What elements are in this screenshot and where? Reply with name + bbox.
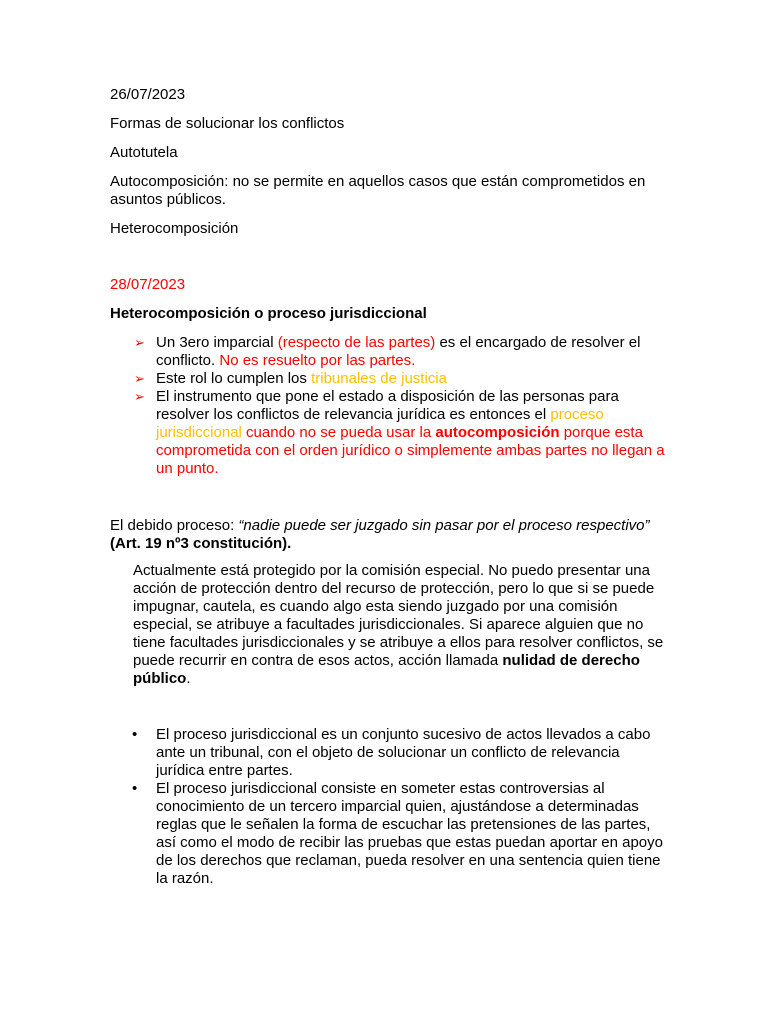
autocomposicion-line: Autocomposición: no se permite en aquellos casos que están comprometidos en asuntos públicos. [110,173,646,208]
arrow-bullet-icon: ➢ [134,371,145,386]
document-page [110,86,670,888]
debido-ref: (Art. 19 nº3 constitución). [110,535,292,552]
bullet-text: El proceso jurisdiccional es un conjunto sucesivo de actos llevados a cabo ante un tribunal, con el objeto de solucionar un conflicto de relevancia jurídica entre partes. [156,726,651,779]
item-text: es el encargado de resolver el conflicto. [156,334,641,369]
item-text-orange: proceso jurisdiccional [156,406,604,441]
date-heading-1: 26/07/2023 [110,86,186,103]
bullet-dot-icon: • [132,780,138,797]
heterocomposicion-line: Heterocomposición [110,220,239,237]
item-text-red-bold: autocomposición [435,424,560,441]
bullet-text: El proceso jurisdiccional consiste en someter estas controversias al conocimiento de un tercero imparcial quien, ajustándose a determinadas reglas que le señalen la forma de escuchar las pretensiones de las partes, así como el modo de recibir las pruebas que estas puedan aportar en apoyo de los derechos que reclaman, pueda resolver en una sentencia quien tiene la razón. [156,780,663,887]
debido-prefix: El debido proceso: [110,517,239,534]
arrow-bullet-icon: ➢ [134,335,145,350]
item-text: Un 3ero imparcial [156,334,278,351]
item-text-red: No es resuelto por las partes. [219,352,416,369]
debido-quote: “nadie puede ser juzgado sin pasar por el proceso respectivo” [238,517,650,534]
arrow-bullet-icon: ➢ [134,389,145,404]
explanation-paragraph [110,562,670,688]
arrow-list-item [134,334,670,370]
topic-title: Formas de solucionar los conflictos [110,115,345,132]
arrow-list-item [134,370,670,388]
arrow-list [110,334,670,478]
item-text: Este rol lo cumplen los [156,370,312,387]
item-text-red: porque esta comprometida con el orden jurídico o simplemente ambas partes no llegan a un punto. [156,424,665,477]
item-text-red: (respecto de las partes) [277,334,436,351]
section-heading: Heterocomposición o proceso jurisdiccional [110,305,427,322]
autotutela-line: Autotutela [110,144,178,161]
paragraph-bold: nulidad de derecho público [133,652,640,687]
bullet-list-item [132,780,670,888]
item-text-red: cuando no se pueda usar la [241,424,436,441]
item-text: El instrumento que pone el estado a disposición de las personas para resolver los conflictos de relevancia jurídica es entonces el [156,388,619,423]
debido-proceso-line [110,517,670,553]
bullet-dot-icon: • [132,726,138,743]
arrow-list-item [134,388,670,478]
paragraph-text: Actualmente está protegido por la comisión especial. No puedo presentar una acción de protección dentro del recurso de protección, pero lo que si se puede impugnar, cautela, es cuando algo esta siendo juzgado por una comisión especial, se atribuye a facultades jurisdiccionales. Si aparece alguien que no tiene facultades jurisdiccionales y se atribuye a ellos para resolver conflictos, se puede recurrir en contra de esos actos, acción llamada [133,562,664,669]
item-text-orange: tribunales de justicia [311,370,447,387]
bullet-list [110,726,670,888]
bullet-list-item [132,726,670,780]
date-heading-2: 28/07/2023 [110,276,186,293]
paragraph-end: . [186,670,191,687]
